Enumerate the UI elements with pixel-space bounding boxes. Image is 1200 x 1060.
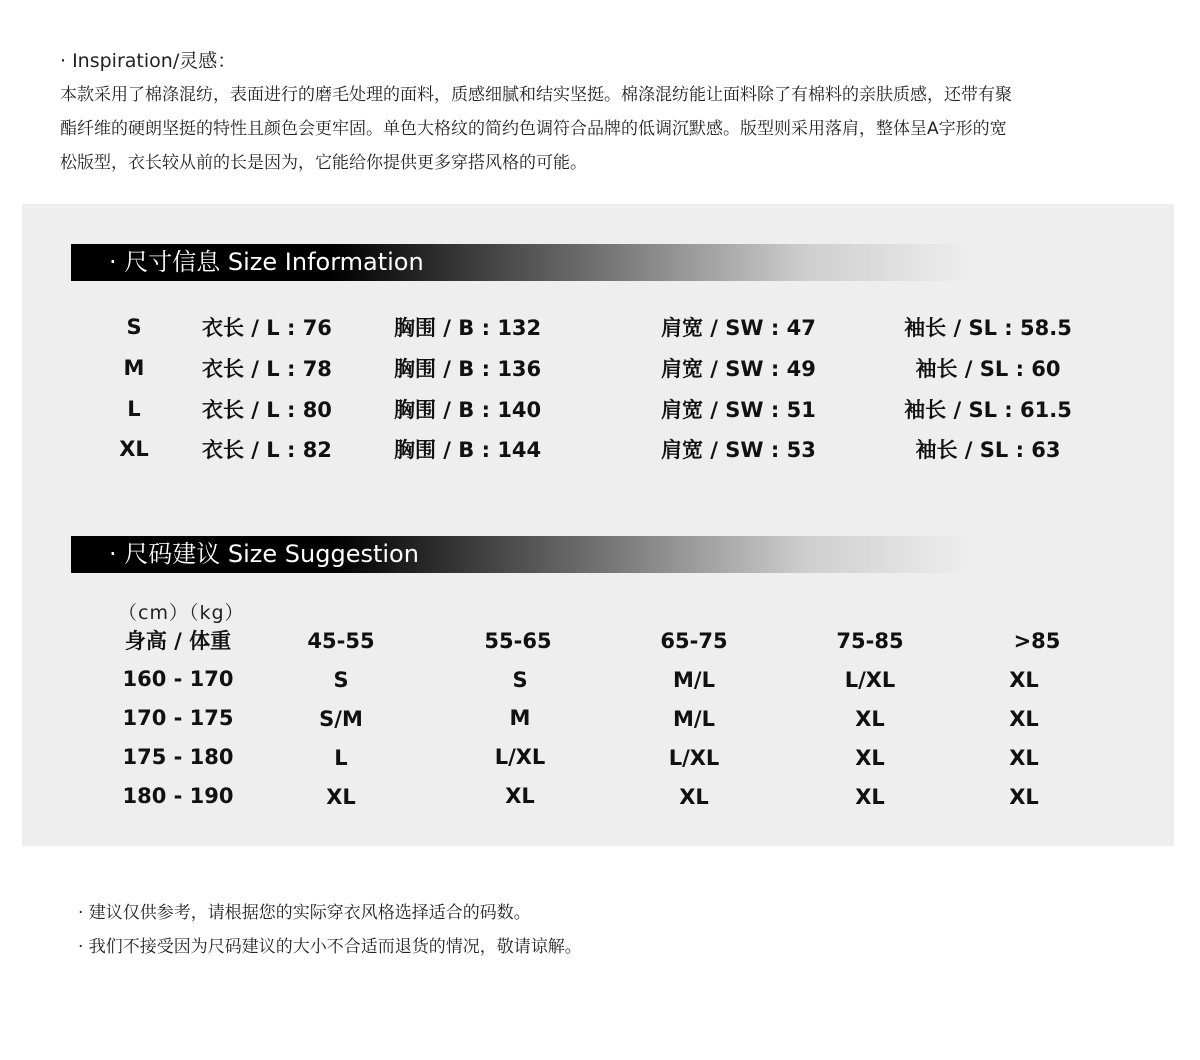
shoulder-value: 肩宽 / SW : 49 xyxy=(661,357,816,381)
sleeve-value: 袖长 / SL : 58.5 xyxy=(904,316,1072,340)
weight-header: 65-75 xyxy=(660,629,728,653)
weight-header: 55-65 xyxy=(484,629,552,653)
size-label: M xyxy=(123,356,145,380)
suggested-size: XL xyxy=(1009,746,1039,770)
inspiration-title: · Inspiration/灵感： xyxy=(60,50,237,72)
suggested-size: XL xyxy=(855,746,885,770)
suggested-size: M/L xyxy=(673,668,715,692)
bust-value: 胸围 / B : 136 xyxy=(394,357,542,381)
corner-label: 身高 / 体重 xyxy=(124,629,232,653)
weight-header: 45-55 xyxy=(307,629,375,653)
size-suggestion-heading: · 尺码建议 Size Suggestion xyxy=(71,536,971,573)
suggested-size: S xyxy=(512,668,528,692)
size-information-heading: · 尺寸信息 Size Information xyxy=(71,244,971,281)
height-range: 175 - 180 xyxy=(122,745,234,769)
note-line: · 建议仅供参考，请根据您的实际穿衣风格选择适合的码数。 xyxy=(78,903,531,923)
suggested-size: XL xyxy=(1009,668,1039,692)
suggested-size: M/L xyxy=(673,707,715,731)
suggested-size: L/XL xyxy=(844,668,896,692)
suggested-size: S xyxy=(333,668,349,692)
suggested-size: XL xyxy=(679,785,709,809)
length-value: 衣长 / L : 78 xyxy=(202,357,332,381)
bust-value: 胸围 / B : 144 xyxy=(394,438,542,462)
length-value: 衣长 / L : 80 xyxy=(202,398,332,422)
notes-section xyxy=(78,896,582,964)
bust-value: 胸围 / B : 140 xyxy=(394,398,542,422)
suggested-size: S/M xyxy=(319,707,363,731)
suggested-size: L/XL xyxy=(668,746,720,770)
suggested-size: XL xyxy=(326,785,356,809)
suggested-size: XL xyxy=(855,785,885,809)
sleeve-value: 袖长 / SL : 63 xyxy=(915,438,1061,462)
shoulder-value: 肩宽 / SW : 47 xyxy=(661,316,816,340)
size-label: L xyxy=(127,397,141,421)
shoulder-value: 肩宽 / SW : 51 xyxy=(661,398,816,422)
sleeve-value: 袖长 / SL : 61.5 xyxy=(904,398,1072,422)
inspiration-line: 松版型，衣长较从前的长是因为，它能给你提供更多穿搭风格的可能。 xyxy=(60,153,587,173)
suggested-size: XL xyxy=(855,707,885,731)
suggested-size: XL xyxy=(1009,707,1039,731)
unit-note: （cm）（kg） xyxy=(118,602,245,624)
inspiration-line: 酯纤维的硬朗坚挺的特性且颜色会更牢固。单色大格纹的简约色调符合品牌的低调沉默感。版型则采用落肩，整体呈A字形的宽 xyxy=(60,119,1007,139)
suggested-size: L/XL xyxy=(494,745,546,769)
suggested-size: XL xyxy=(1009,785,1039,809)
note-line: · 我们不接受因为尺码建议的大小不合适而退货的情况，敬请谅解。 xyxy=(78,937,582,957)
shoulder-value: 肩宽 / SW : 53 xyxy=(661,438,816,462)
height-range: 170 - 175 xyxy=(122,706,234,730)
weight-header: >85 xyxy=(1013,629,1061,653)
suggested-size: M xyxy=(509,706,531,730)
size-label: XL xyxy=(119,437,149,461)
height-range: 180 - 190 xyxy=(122,784,234,808)
height-range: 160 - 170 xyxy=(122,667,234,691)
size-panel xyxy=(22,204,1174,846)
suggested-size: XL xyxy=(505,784,535,808)
size-label: S xyxy=(126,315,142,339)
sleeve-value: 袖长 / SL : 60 xyxy=(915,357,1061,381)
length-value: 衣长 / L : 76 xyxy=(202,316,332,340)
suggested-size: L xyxy=(334,746,348,770)
weight-header: 75-85 xyxy=(836,629,904,653)
inspiration-section xyxy=(60,44,1140,180)
bust-value: 胸围 / B : 132 xyxy=(394,316,542,340)
length-value: 衣长 / L : 82 xyxy=(202,438,332,462)
inspiration-line: 本款采用了棉涤混纺，表面进行的磨毛处理的面料，质感细腻和结实坚挺。棉涤混纺能让面料除了有棉料的亲肤质感，还带有聚 xyxy=(60,85,1012,105)
